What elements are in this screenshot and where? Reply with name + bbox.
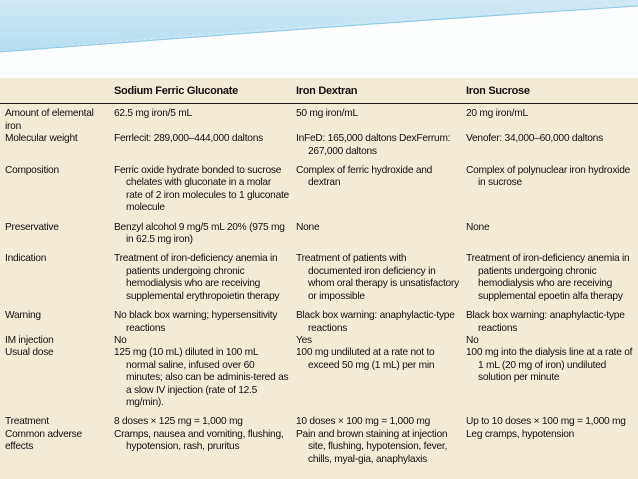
cell-text: 100 mg into the dialysis line at a rate of 1 mL (20 mg of iron) undiluted solution per minute (466, 347, 633, 384)
table-cell (111, 429, 293, 466)
cell-text: No (466, 334, 479, 346)
cell-text: Benzyl alcohol 9 mg/5 mL 20% (975 mg in 62.5 mg iron) (114, 221, 285, 246)
cell-text: Treatment of iron-deficiency anemia in patients undergoing chronic hemodialysis who are receiving supplemental epoetin alfa therapy (466, 253, 630, 302)
cell-text: Yes (296, 334, 312, 346)
cell-text: None (296, 221, 320, 233)
table-cell (463, 335, 638, 347)
table-cell (111, 409, 293, 428)
cell-text: InFeD: 165,000 daltons DexFerrum: 267,000 daltons (296, 133, 451, 157)
row-label: Common adverse effects (5, 428, 82, 453)
cell-text: 10 doses × 100 mg = 1,000 mg (296, 416, 431, 428)
cell-text: No black box warning; hypersensitivity reactions (114, 310, 278, 334)
cell-text: 100 mg undiluted at a rate not to exceed 50 mg (1 mL) per min (296, 347, 435, 371)
table-cell (463, 409, 638, 428)
cell-text: 50 mg iron/mL (296, 108, 358, 120)
table-row (0, 133, 638, 158)
table-cell (293, 303, 463, 335)
cell-text: Treatment of iron-deficiency anemia in patients undergoing chronic hemodialysis who are receiving supplemental erythropoietin therapy (114, 253, 280, 302)
cell-text: Complex of polynuclear iron hydroxide in sucrose (466, 165, 631, 189)
table-cell (111, 158, 293, 215)
cell-text: Up to 10 doses × 100 mg = 1,000 mg (466, 416, 626, 428)
table-cell (293, 158, 463, 215)
row-label: Indication (5, 253, 47, 265)
table-cell (463, 104, 638, 133)
header-blank (0, 78, 111, 104)
table-row (0, 409, 638, 428)
row-label: IM injection (5, 334, 54, 346)
cell-text: Complex of ferric hydroxide and dextran (296, 165, 433, 189)
table-cell (111, 347, 293, 409)
cell-text: Venofer: 34,000–60,000 daltons (466, 133, 603, 145)
cell-text: Pain and brown staining at injection site, flushing, hypotension, fever, chills, myal-gia, anaphylaxis (296, 428, 448, 465)
table-cell (111, 303, 293, 335)
cell-text: Black box warning: anaphylactic-type reactions (296, 310, 455, 334)
header-sodium-ferric-gluconate: Sodium Ferric Gluconate (111, 78, 293, 104)
table-cell (463, 347, 638, 409)
table-cell (293, 335, 463, 347)
cell-text: Ferrlecit: 289,000–444,000 daltons (114, 133, 263, 145)
table-cell (463, 246, 638, 303)
table-row (0, 158, 638, 215)
cell-text: Cramps, nausea and vomiting, flushing, hypotension, rash, pruritus (114, 428, 284, 453)
table-cell (463, 133, 638, 158)
table-header-row (0, 78, 638, 104)
cell-text: No (114, 334, 127, 346)
iron-products-comparison-table (0, 78, 638, 466)
table-row (0, 347, 638, 409)
comparison-table-panel (0, 78, 638, 479)
table-cell (293, 133, 463, 158)
table-cell (293, 215, 463, 247)
row-label: Preservative (5, 221, 59, 233)
header-iron-sucrose: Iron Sucrose (463, 78, 638, 104)
cell-text: None (466, 221, 490, 233)
table-cell (293, 429, 463, 466)
cell-text: Black box warning: anaphylactic-type reactions (466, 310, 625, 334)
cell-text: 8 doses × 125 mg = 1,000 mg (114, 416, 243, 428)
cell-text: 62.5 mg iron/5 mL (114, 108, 192, 120)
row-label: Treatment (5, 416, 49, 428)
table-cell (111, 215, 293, 247)
cell-text: Leg cramps, hypotension (466, 428, 575, 440)
cell-text: Treatment of patients with documented iron deficiency in whom oral therapy is unsatisfactory or impossible (296, 253, 459, 302)
row-label: Molecular weight (5, 133, 78, 145)
table-cell (293, 246, 463, 303)
table-cell (293, 409, 463, 428)
table-cell (111, 335, 293, 347)
table-cell (463, 303, 638, 335)
table-cell (111, 246, 293, 303)
table-cell (293, 104, 463, 133)
table-cell (463, 158, 638, 215)
table-row (0, 246, 638, 303)
table-row (0, 335, 638, 347)
table-row (0, 215, 638, 247)
banner-swoosh-graphic (0, 0, 638, 78)
cell-text: 20 mg iron/mL (466, 108, 528, 120)
cell-text: Ferric oxide hydrate bonded to sucrose chelates with gluconate in a molar rate of 2 iron molecules to 1 gluconate molecule (114, 165, 289, 214)
table-cell (463, 215, 638, 247)
row-label: Composition (5, 165, 59, 177)
decorative-banner (0, 0, 638, 78)
table-row (0, 303, 638, 335)
table-cell (463, 429, 638, 466)
table-row (0, 104, 638, 133)
table-cell (293, 347, 463, 409)
table-cell (111, 133, 293, 158)
row-label: Amount of elemental iron (5, 108, 94, 132)
cell-text: 125 mg (10 mL) diluted in 100 mL normal saline, infused over 60 minutes; also can be adminis-tered as a slow IV injection (rate of 12.5 mg/min). (114, 347, 289, 408)
row-label: Warning (5, 310, 41, 322)
row-label: Usual dose (5, 347, 54, 359)
table-row (0, 429, 638, 466)
table-cell (111, 104, 293, 133)
header-iron-dextran: Iron Dextran (293, 78, 463, 104)
